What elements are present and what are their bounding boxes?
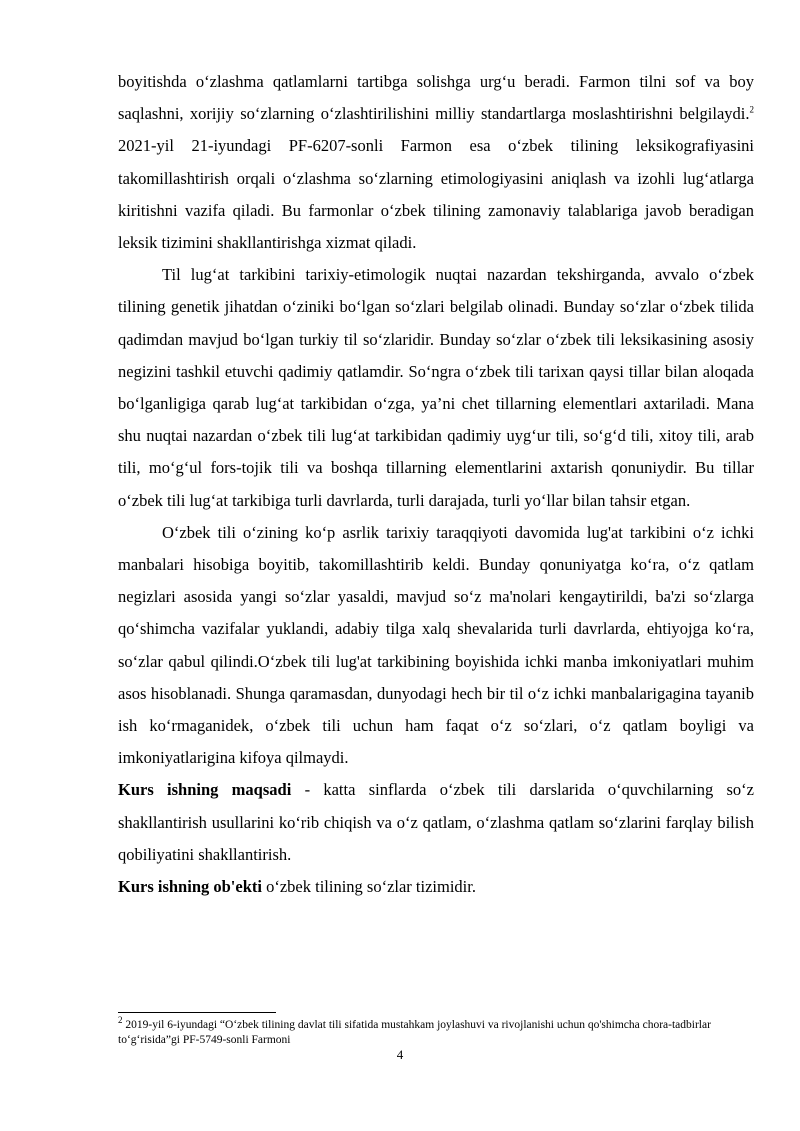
course-goal-label: Kurs ishning maqsadi [118, 780, 292, 800]
footnote [118, 1015, 748, 1048]
paragraph-2: Til lug‘at tarkibini tarixiy-etimologik nuqtai nazardan tekshirganda, avvalo o‘zbek tilining genetik jihatdan o‘ziniki bo‘lgan so‘zlari belgilab olinadi. Bunday so‘zlar o‘zbek tilida qadimdan mavjud bo‘lgan turkiy til so‘zlaridir. Bunday so‘zlar o‘zbek tili leksikasining asosiy negizini tashkil etuvchi qadimiy qatlamdir. So‘ngra o‘zbek tili tarixan qaysi tillar bilan aloqada bo‘lganligiga qarab lug‘at tarkibidan o‘zga, ya’ni chet tillarning elementlari axtariladi. Mana shu nuqtai nazardan o‘zbek tili lug‘at tarkibidan qadimiy uyg‘ur tili, so‘g‘d tili, xitoy tili, arab tili, mo‘g‘ul fors-tojik tili va boshqa tillarning elementlarini axtarish qonuniydir. Bu tillar o‘zbek tili lug‘at tarkibiga turli davrlarda, turli darajada, turli yo‘llar bilan tahsir etgan. [118, 265, 754, 510]
course-object-text: o‘zbek tilining so‘zlar tizimidir. [261, 877, 476, 897]
paragraph-1-text-continued: 2021-yil 21-iyundagi PF-6207-sonli Farmon esa o‘zbek tilining leksikografiyasini takomillashtirish orqali o‘zlashma so‘zlarning etimologiyasini aniqlash va izohli lug‘atlarga kiritishni vazifa qiladi. Bu farmonlar o‘zbek tilining zamonaviy talablariga javob beradigan leksik tizimini shakllantirishga xizmat qiladi. [118, 136, 754, 253]
course-goal-paragraph [118, 774, 754, 871]
course-goal-text: - katta sinflarda o‘zbek tili darslarida o‘quvchilarning so‘z shakllantirish usullarini ko‘rib chiqish va o‘z qatlam, o‘zlashma qatlam so‘zlarini farqlay bilish qobiliyatini shakllantirish. [118, 780, 754, 864]
footnote-mark: 2 [118, 1015, 123, 1026]
body-text [118, 66, 754, 903]
footnote-text: 2019-yil 6-iyundagi “O‘zbek tilining davlat tili sifatida mustahkam joylashuvi va rivojlanishi uchun qo'shimcha chora-tadbirlar to‘g‘risida”gi PF-5749-sonli Farmoni [118, 1019, 711, 1046]
page-number: 4 [396, 1047, 404, 1062]
paragraph-1-text: boyitishda o‘zlashma qatlamlarni tartibga solishga urg‘u beradi. Farmon tilni sof va boy saqlashni, xorijiy so‘zlarning o‘zlashtirilishini milliy standartlarga moslashtirishni belgilaydi. [118, 72, 754, 124]
footnote-reference[interactable]: 2 [749, 104, 754, 115]
course-object-label: Kurs ishning ob'ekti [118, 877, 262, 897]
footnote-separator [118, 1012, 276, 1013]
paragraph-1 [118, 66, 754, 259]
paragraph-3: O‘zbek tili o‘zining ko‘p asrlik tarixiy taraqqiyoti davomida lug'at tarkibini o‘z ichki manbalari hisobiga boyitib, takomillashtirib keldi. Bunday qonuniyatga ko‘ra, o‘z qatlam negizlari asosida yangi so‘zlar yasaldi, mavjud so‘z ma'nolari kengaytirildi, ba'zi so‘zlarga qo‘shimcha vazifalar yuklandi, adabiy tilga xalq shevalarida turli davrlarda, ehtiyojga ko‘ra, so‘zlar qabul qilindi.O‘zbek tili lug'at tarkibining boyishida ichki manba imkoniyatlari muhim asos hisoblanadi. Shunga qaramasdan, dunyodagi hech bir til o‘z ichki manbalarigagina tayanib ish ko‘rmaganidek, o‘zbek tili uchun ham faqat o‘z so‘zlari, o‘z qatlam boyligi va imkoniyatlarigina kifoya qilmaydi. [118, 522, 754, 768]
course-object-paragraph [118, 871, 754, 903]
